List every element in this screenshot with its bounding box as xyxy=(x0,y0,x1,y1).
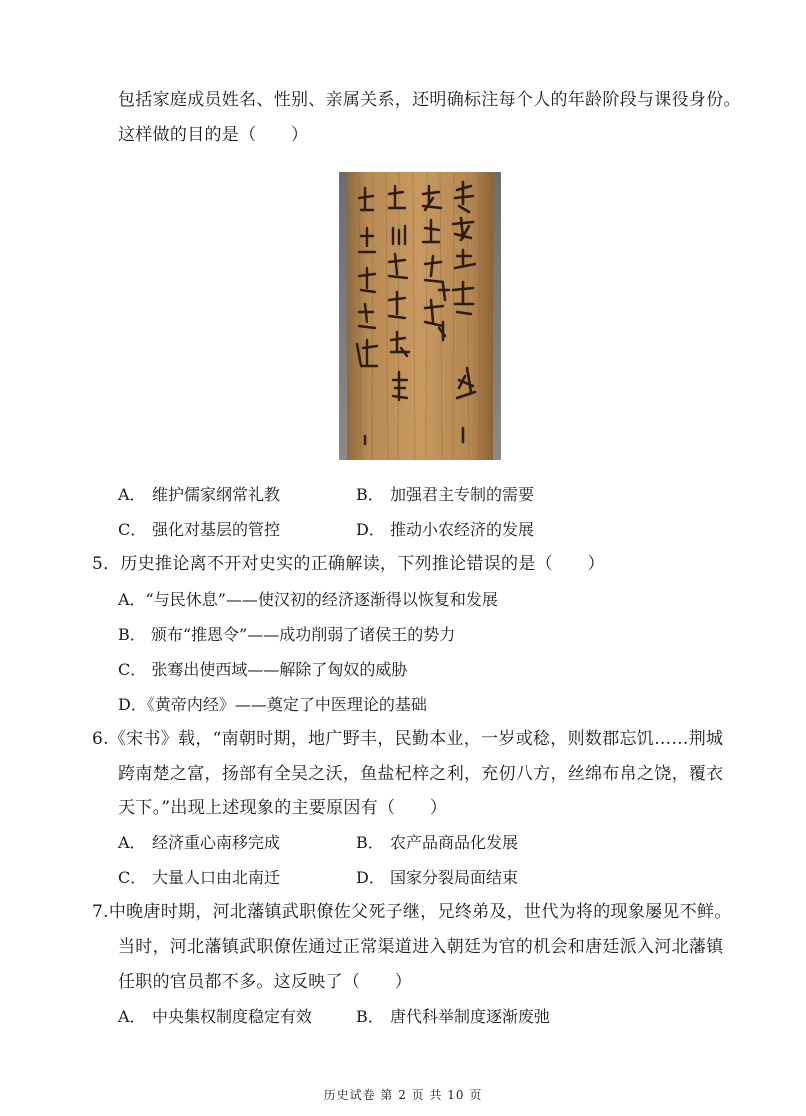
q7-stem-line1: 7.中晚唐时期，河北藩镇武职僚佐父死子继，兄终弟及，世代为将的现象屡见不鲜。 xyxy=(92,902,732,922)
q4-option-d-text: 推动小农经济的发展 xyxy=(390,520,535,539)
bamboo-slip-photo xyxy=(339,172,501,460)
q6-option-d[interactable]: D． 国家分裂局面结束 xyxy=(356,868,519,887)
q7-option-a-text: 中央集权制度稳定有效 xyxy=(152,1007,313,1026)
q7-option-b-text: 唐代科举制度逐渐废弛 xyxy=(390,1007,551,1026)
q4-option-c-text: 强化对基层的管控 xyxy=(152,520,281,539)
q7-options-row1 xyxy=(118,1006,678,1028)
q7-stem-line3: 任职的官员都不多。这反映了（ ） xyxy=(118,972,413,992)
q6-options-row1 xyxy=(118,832,678,854)
q4-option-d[interactable]: D． 推动小农经济的发展 xyxy=(356,520,535,539)
q4-options-row1 xyxy=(118,484,678,506)
q4-option-c[interactable]: C． 强化对基层的管控 xyxy=(118,520,281,539)
q5-option-c[interactable]: C． 张骞出使西域——解除了匈奴的威胁 xyxy=(118,660,408,679)
q6-stem-line3: 天下。”出现上述现象的主要原因有（ ） xyxy=(118,798,448,818)
page-footer: 历史试卷 第 2 页 共 10 页 xyxy=(323,1088,483,1102)
q5-option-b[interactable]: B． 颁布“推恩令”——成功削弱了诸侯王的势力 xyxy=(118,625,456,644)
q7-stem-line2: 当时，河北藩镇武职僚佐通过正常渠道进入朝廷为官的机会和唐廷派入河北藩镇 xyxy=(118,937,724,957)
q6-option-d-text: 国家分裂局面结束 xyxy=(390,868,519,887)
q5-option-d[interactable]: D．《黄帝内经》——奠定了中医理论的基础 xyxy=(118,695,427,714)
q6-option-c-text: 大量人口由北南迁 xyxy=(152,868,281,887)
q4-intro-line1: 包括家庭成员姓名、性别、亲属关系，还明确标注每个人的年龄阶段与课役身份。 xyxy=(118,90,741,110)
q4-intro-line2: 这样做的目的是（ ） xyxy=(118,125,309,145)
q4-option-a-text: 维护儒家纲常礼教 xyxy=(152,485,281,504)
q6-options-row2 xyxy=(118,867,678,889)
q7-option-b[interactable]: B． 唐代科举制度逐渐废弛 xyxy=(356,1007,551,1026)
q6-stem-line2: 跨南楚之富，扬部有全吴之沃，鱼盐杞梓之利，充仞八方，丝绵布帛之饶，覆衣 xyxy=(118,764,724,784)
q4-option-a[interactable]: A． 维护儒家纲常礼教 xyxy=(118,485,281,504)
q4-option-b-text: 加强君主专制的需要 xyxy=(390,485,535,504)
q5-option-a[interactable]: A．“与民休息”——使汉初的经济逐渐得以恢复和发展 xyxy=(118,590,498,609)
q7-option-a[interactable]: A． 中央集权制度稳定有效 xyxy=(118,1007,313,1026)
q4-options-row2 xyxy=(118,519,678,541)
q6-option-b-text: 农产品商品化发展 xyxy=(390,833,519,852)
q6-stem-line1: 6.《宋书》载，“南朝时期，地广野丰，民勤本业，一岁或稔，则数郡忘饥……荆城 xyxy=(92,729,724,749)
q5-stem: 5．历史推论离不开对史实的正确解读，下列推论错误的是（ ） xyxy=(92,554,605,574)
q6-option-a-text: 经济重心南移完成 xyxy=(152,833,281,852)
q4-option-b[interactable]: B． 加强君主专制的需要 xyxy=(356,485,535,504)
q6-option-b[interactable]: B． 农产品商品化发展 xyxy=(356,833,519,852)
q6-option-c[interactable]: C． 大量人口由北南迁 xyxy=(118,868,281,887)
q6-option-a[interactable]: A． 经济重心南移完成 xyxy=(118,833,281,852)
